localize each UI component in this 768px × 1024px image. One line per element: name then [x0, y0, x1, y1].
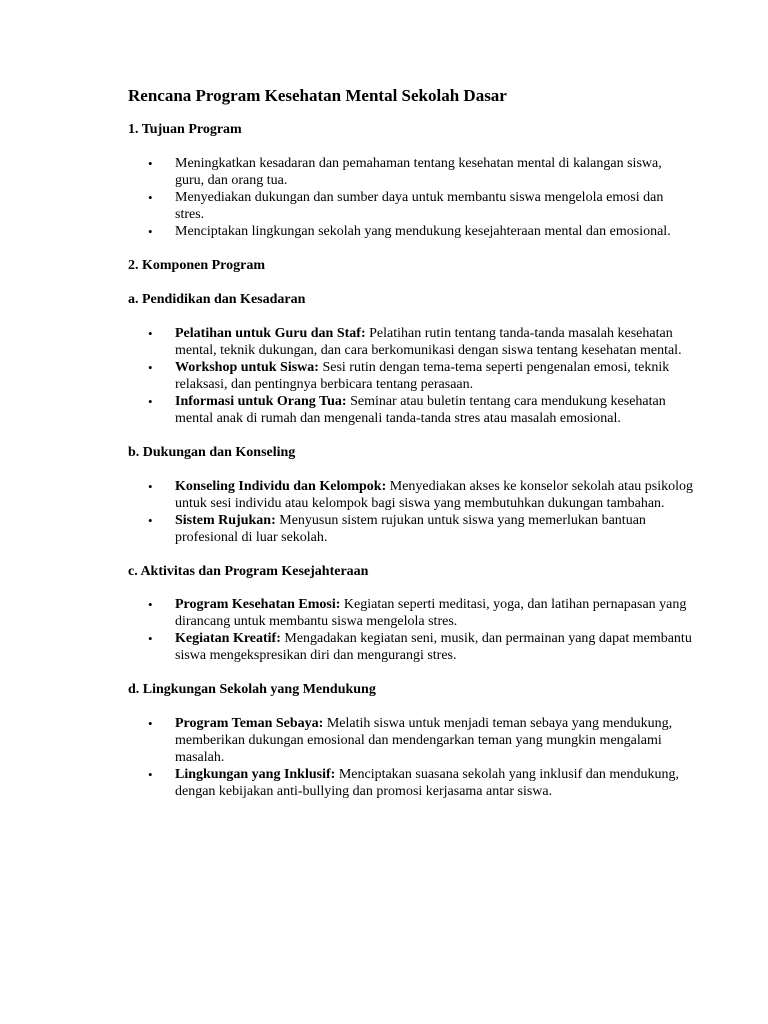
list-item-text: Menciptakan lingkungan sekolah yang mendukung kesejahteraan mental dan emosional. — [175, 224, 671, 239]
list-pendidikan — [128, 325, 693, 427]
list-item-text: Mengadakan kegiatan seni, musik, dan permainan yang dapat membantu siswa mengekspresikan diri dan mengurangi stres. — [175, 631, 692, 663]
list-item-text: Menyusun sistem rujukan untuk siswa yang memerlukan bantuan profesional di luar sekolah. — [175, 513, 646, 545]
list-item — [128, 155, 693, 189]
bullet-icon: • — [148, 360, 153, 375]
list-item — [128, 359, 693, 393]
list-item — [128, 478, 693, 512]
section-heading-komponen: 2. Komponen Program — [128, 258, 266, 273]
list-item-term: Workshop untuk Siswa: — [175, 360, 319, 375]
list-item-text: Kegiatan seperti meditasi, yoga, dan latihan pernapasan yang dirancang untuk membantu siswa mengelola stres. — [175, 597, 687, 629]
list-item — [128, 715, 693, 766]
bullet-icon: • — [148, 597, 153, 612]
document-page — [128, 86, 693, 800]
subsection-heading-lingkungan: d. Lingkungan Sekolah yang Mendukung — [128, 682, 376, 697]
list-tujuan — [128, 155, 693, 240]
list-item — [128, 766, 693, 800]
list-dukungan — [128, 478, 693, 546]
list-item-text: Melatih siswa untuk menjadi teman sebaya yang mendukung, memberikan dukungan emosional dan mendengarkan teman yang mungkin mengalami masalah. — [175, 716, 673, 765]
subsection-heading-dukungan: b. Dukungan dan Konseling — [128, 445, 296, 460]
list-lingkungan — [128, 715, 693, 800]
list-item-term: Sistem Rujukan: — [175, 513, 276, 528]
list-item-text: Menciptakan suasana sekolah yang inklusif dan mendukung, dengan kebijakan anti-bullying dan promosi kerjasama antar siswa. — [175, 767, 680, 799]
list-item — [128, 596, 693, 630]
bullet-icon: • — [148, 767, 153, 782]
list-item — [128, 630, 693, 664]
list-item — [128, 189, 693, 223]
list-item — [128, 325, 693, 359]
bullet-icon: • — [148, 394, 153, 409]
list-item-term: Lingkungan yang Inklusif: — [175, 767, 336, 782]
section-heading-tujuan: 1. Tujuan Program — [128, 122, 242, 137]
list-item-term: Program Teman Sebaya: — [175, 716, 324, 731]
list-item-term: Informasi untuk Orang Tua: — [175, 394, 347, 409]
list-item-text: Seminar atau buletin tentang cara mendukung kesehatan mental anak di rumah dan mengenali tanda-tanda stres atau masalah emosional. — [175, 394, 666, 426]
document-title: Rencana Program Kesehatan Mental Sekolah Dasar — [128, 86, 507, 105]
list-item-text: Meningkatkan kesadaran dan pemahaman tentang kesehatan mental di kalangan siswa, guru, dan orang tua. — [175, 156, 662, 188]
subsection-heading-aktivitas: c. Aktivitas dan Program Kesejahteraan — [128, 564, 369, 579]
bullet-icon: • — [148, 631, 153, 646]
list-aktivitas — [128, 596, 693, 664]
list-item-text: Menyediakan dukungan dan sumber daya untuk membantu siswa mengelola emosi dan stres. — [175, 190, 664, 222]
bullet-icon: • — [148, 326, 153, 341]
list-item-term: Kegiatan Kreatif: — [175, 631, 281, 646]
bullet-icon: • — [148, 513, 153, 528]
list-item-text: Pelatihan rutin tentang tanda-tanda masalah kesehatan mental, teknik dukungan, dan cara berkomunikasi dengan siswa tentang kesehatan mental. — [175, 326, 682, 358]
bullet-icon: • — [148, 479, 153, 494]
bullet-icon: • — [148, 716, 153, 731]
list-item-text: Sesi rutin dengan tema-tema seperti pengenalan emosi, teknik relaksasi, dan pentingnya berbicara tentang perasaan. — [175, 360, 670, 392]
list-item — [128, 393, 693, 427]
bullet-icon: • — [148, 156, 153, 171]
bullet-icon: • — [148, 224, 153, 239]
bullet-icon: • — [148, 190, 153, 205]
list-item-term: Konseling Individu dan Kelompok: — [175, 479, 387, 494]
list-item-term: Program Kesehatan Emosi: — [175, 597, 341, 612]
list-item — [128, 512, 693, 546]
subsection-heading-pendidikan: a. Pendidikan dan Kesadaran — [128, 292, 306, 307]
list-item — [128, 223, 693, 240]
list-item-term: Pelatihan untuk Guru dan Staf: — [175, 326, 366, 341]
list-item-text: Menyediakan akses ke konselor sekolah atau psikolog untuk sesi individu atau kelompok bagi siswa yang membutuhkan dukungan tambahan. — [175, 479, 694, 511]
